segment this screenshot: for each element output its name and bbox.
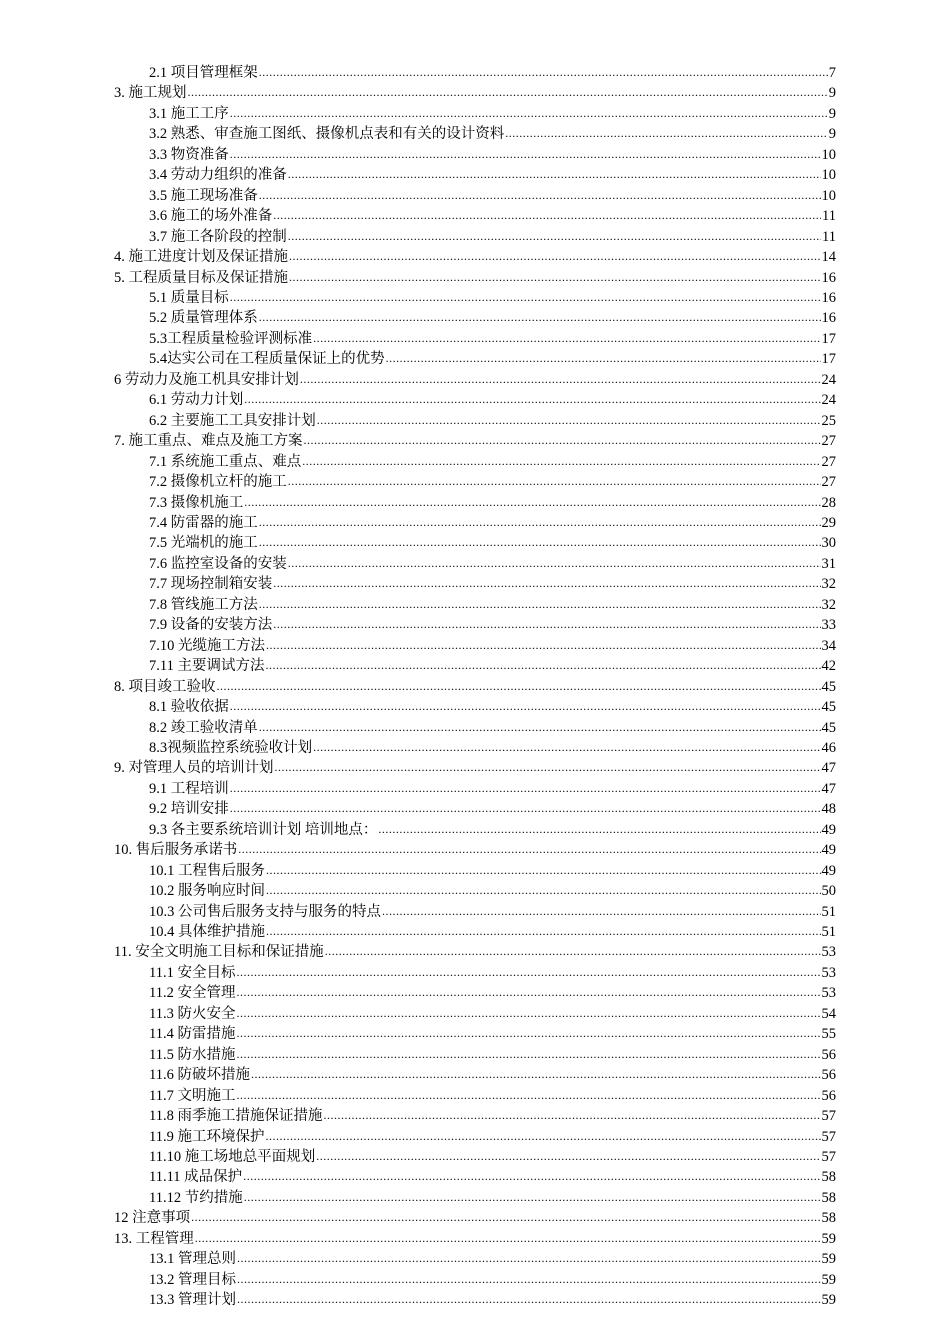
toc-entry-page-number: 58 [821, 1169, 836, 1186]
toc-entry-title: 7.3 摄像机施工 [149, 494, 244, 511]
toc-dot-leader [288, 471, 821, 491]
toc-entry-title: 10. 售后服务承诺书 [114, 842, 238, 859]
toc-dot-leader [265, 1126, 820, 1146]
toc-entry-page-number: 56 [821, 1087, 836, 1104]
toc-entry-title: 9. 对管理人员的培训计划 [114, 760, 274, 777]
toc-entry-page-number: 57 [821, 1108, 836, 1125]
toc-entry-page-number: 9 [828, 85, 836, 102]
toc-entry[interactable] [114, 718, 836, 738]
toc-dot-leader [230, 144, 821, 164]
toc-entry-page-number: 59 [821, 1271, 836, 1288]
toc-dot-leader [236, 1044, 820, 1064]
toc-entry-title: 8.3视频监控系统验收计划 [149, 739, 313, 756]
toc-entry-page-number: 59 [821, 1230, 836, 1247]
toc-entry-page-number: 16 [821, 289, 836, 306]
toc-entry-title: 5.2 质量管理体系 [149, 310, 258, 327]
toc-entry-page-number: 11 [822, 208, 836, 225]
toc-entry-title: 13. 工程管理 [114, 1230, 194, 1247]
toc-entry[interactable] [114, 268, 836, 288]
toc-entry[interactable] [114, 124, 836, 144]
toc-dot-leader [237, 1269, 821, 1289]
toc-entry-title: 3.3 物资准备 [149, 146, 229, 163]
toc-dot-leader [243, 1166, 820, 1186]
toc-entry-page-number: 11 [822, 228, 836, 245]
toc-entry-page-number: 27 [821, 453, 836, 470]
toc-entry[interactable] [114, 247, 836, 267]
toc-dot-leader [259, 717, 821, 737]
toc-entry-title: 5. 工程质量目标及保证措施 [114, 269, 288, 286]
toc-entry-title: 9.2 培训安排 [149, 801, 229, 818]
toc-entry-title: 10.4 具体维护措施 [149, 924, 265, 941]
toc-entry[interactable] [114, 595, 836, 615]
toc-entry-page-number: 51 [821, 903, 836, 920]
toc-entry[interactable] [114, 574, 836, 594]
toc-dot-leader [382, 901, 821, 921]
toc-entry[interactable] [114, 738, 836, 758]
toc-entry[interactable] [114, 677, 836, 697]
toc-entry-title: 11.3 防火安全 [149, 1005, 236, 1022]
toc-dot-leader [288, 164, 821, 184]
toc-entry-page-number: 59 [821, 1292, 836, 1309]
toc-entry[interactable] [114, 308, 836, 328]
toc-entry[interactable] [114, 697, 836, 717]
toc-dot-leader [323, 1105, 820, 1125]
toc-entry-title: 5.1 质量目标 [149, 289, 229, 306]
toc-entry-title: 3.1 施工工序 [149, 105, 229, 122]
toc-dot-leader [244, 389, 820, 409]
toc-entry[interactable] [114, 881, 836, 901]
toc-dot-leader [266, 880, 821, 900]
toc-entry-page-number: 24 [821, 392, 836, 409]
toc-dot-leader [236, 1003, 820, 1023]
toc-entry-page-number: 56 [821, 1067, 836, 1084]
toc-entry-page-number: 49 [821, 862, 836, 879]
toc-entry-page-number: 53 [821, 985, 836, 1002]
toc-entry[interactable] [114, 411, 836, 431]
toc-dot-leader [266, 921, 821, 941]
toc-entry[interactable] [114, 779, 836, 799]
toc-entry[interactable] [114, 63, 836, 83]
toc-entry-page-number: 48 [821, 801, 836, 818]
toc-entry-title: 10.3 公司售后服务支持与服务的特点 [149, 903, 381, 920]
toc-entry[interactable] [114, 902, 836, 922]
toc-entry[interactable] [114, 1249, 836, 1269]
toc-dot-leader [275, 757, 821, 777]
toc-entry-title: 7.1 系统施工重点、难点 [149, 453, 302, 470]
toc-dot-leader [300, 369, 821, 389]
toc-entry-page-number: 59 [821, 1251, 836, 1268]
toc-entry-title: 13.3 管理计划 [149, 1292, 236, 1309]
toc-entry[interactable] [114, 1024, 836, 1044]
toc-entry-title: 7.5 光端机的施工 [149, 535, 258, 552]
toc-entry[interactable] [114, 1045, 836, 1065]
toc-entry[interactable] [114, 288, 836, 308]
toc-dot-leader [313, 737, 820, 757]
toc-entry[interactable] [114, 227, 836, 247]
toc-dot-leader [259, 62, 828, 82]
toc-entry[interactable] [114, 636, 836, 656]
toc-entry-page-number: 24 [821, 371, 836, 388]
toc-entry[interactable] [114, 431, 836, 451]
toc-entry-page-number: 7 [828, 65, 836, 81]
toc-dot-leader [236, 1085, 820, 1105]
toc-entry-page-number: 31 [821, 555, 836, 572]
toc-dot-leader [288, 226, 821, 246]
toc-dot-leader [288, 553, 821, 573]
toc-dot-leader [251, 1064, 821, 1084]
toc-entry-page-number: 53 [821, 964, 836, 981]
toc-entry[interactable] [114, 165, 836, 185]
toc-entry[interactable] [114, 349, 836, 369]
toc-dot-leader [238, 839, 820, 859]
toc-entry-title: 2.1 项目管理框架 [149, 65, 258, 81]
toc-entry-page-number: 10 [821, 187, 836, 204]
toc-entry[interactable] [114, 104, 836, 124]
toc-dot-leader [230, 798, 821, 818]
toc-entry-title: 8.1 验收依据 [149, 699, 229, 716]
toc-entry[interactable] [114, 963, 836, 983]
toc-entry[interactable] [114, 1188, 836, 1208]
toc-entry-title: 11.10 施工场地总平面规划 [149, 1149, 316, 1166]
toc-entry-title: 10.1 工程售后服务 [149, 862, 265, 879]
toc-entry-page-number: 27 [821, 433, 836, 450]
toc-dot-leader [236, 1023, 820, 1043]
toc-entry[interactable] [114, 1167, 836, 1187]
toc-entry[interactable] [114, 1147, 836, 1167]
toc-dot-leader [304, 430, 821, 450]
toc-entry-page-number: 27 [821, 474, 836, 491]
toc-entry-page-number: 45 [821, 699, 836, 716]
toc-entry-page-number: 49 [821, 821, 836, 838]
toc-entry-page-number: 57 [821, 1149, 836, 1166]
toc-entry-title: 11.7 文明施工 [149, 1087, 236, 1104]
toc-entry[interactable] [114, 452, 836, 472]
toc-entry-title: 7.7 现场控制箱安装 [149, 576, 273, 593]
toc-entry-title: 7.9 设备的安装方法 [149, 617, 273, 634]
toc-entry-page-number: 16 [821, 269, 836, 286]
toc-dot-leader [273, 614, 820, 634]
toc-dot-leader [259, 532, 821, 552]
toc-entry[interactable] [114, 390, 836, 410]
toc-dot-leader [259, 594, 821, 614]
toc-dot-leader [217, 676, 821, 696]
toc-entry-title: 6 劳动力及施工机具安排计划 [114, 371, 299, 388]
toc-entry-page-number: 47 [821, 760, 836, 777]
toc-dot-leader [505, 123, 828, 143]
toc-entry-title: 11.8 雨季施工措施保证措施 [149, 1108, 323, 1125]
toc-entry-page-number: 54 [821, 1005, 836, 1022]
toc-dot-leader [195, 1228, 821, 1248]
toc-dot-leader [230, 696, 821, 716]
toc-entry-title: 7.6 监控室设备的安装 [149, 555, 287, 572]
toc-entry-title: 7.11 主要调试方法 [149, 658, 265, 675]
toc-entry-page-number: 29 [821, 514, 836, 531]
toc-entry[interactable] [114, 1065, 836, 1085]
toc-entry-page-number: 25 [821, 412, 836, 429]
toc-entry-page-number: 33 [821, 617, 836, 634]
toc-entry[interactable] [114, 83, 836, 103]
toc-entry[interactable] [114, 533, 836, 553]
toc-dot-leader [378, 819, 820, 839]
toc-entry[interactable] [114, 145, 836, 165]
toc-dot-leader [313, 328, 820, 348]
toc-dot-leader [316, 1146, 820, 1166]
toc-dot-leader [289, 246, 821, 266]
toc-dot-leader [259, 307, 821, 327]
toc-entry-page-number: 10 [821, 146, 836, 163]
toc-entry[interactable] [114, 329, 836, 349]
toc-entry[interactable] [114, 1086, 836, 1106]
toc-entry[interactable] [114, 493, 836, 513]
toc-entry[interactable] [114, 1208, 836, 1228]
toc-dot-leader [237, 1289, 821, 1309]
table-of-contents [114, 63, 836, 1311]
toc-entry[interactable] [114, 922, 836, 942]
toc-entry-page-number: 16 [821, 310, 836, 327]
toc-entry[interactable] [114, 1127, 836, 1147]
toc-dot-leader [325, 941, 821, 961]
toc-entry-title: 5.4达实公司在工程质量保证上的优势 [149, 351, 385, 368]
toc-entry-title: 9.3 各主要系统培训计划 培训地点： [149, 821, 378, 838]
toc-entry-page-number: 50 [821, 883, 836, 900]
toc-entry-page-number: 17 [821, 351, 836, 368]
toc-entry-page-number: 42 [821, 658, 836, 675]
toc-entry-title: 11.9 施工环境保护 [149, 1128, 265, 1145]
toc-entry[interactable] [114, 799, 836, 819]
toc-entry[interactable] [114, 840, 836, 860]
toc-entry-title: 8.2 竣工验收清单 [149, 719, 258, 736]
toc-dot-leader [302, 451, 820, 471]
toc-entry[interactable] [114, 1229, 836, 1249]
toc-entry-title: 3.4 劳动力组织的准备 [149, 167, 287, 184]
toc-entry-page-number: 53 [821, 944, 836, 961]
toc-entry-page-number: 47 [821, 780, 836, 797]
toc-entry-page-number: 58 [821, 1210, 836, 1227]
toc-entry-title: 7.2 摄像机立杆的施工 [149, 474, 287, 491]
toc-entry-title: 3.7 施工各阶段的控制 [149, 228, 287, 245]
toc-entry-title: 11.5 防水措施 [149, 1046, 236, 1063]
toc-entry[interactable] [114, 942, 836, 962]
toc-dot-leader [244, 1187, 821, 1207]
toc-entry-title: 11.12 节约措施 [149, 1189, 243, 1206]
toc-entry-page-number: 32 [821, 576, 836, 593]
toc-entry[interactable] [114, 554, 836, 574]
toc-entry-title: 10.2 服务响应时间 [149, 883, 265, 900]
toc-dot-leader [236, 982, 820, 1002]
toc-entry-title: 7. 施工重点、难点及施工方案 [114, 433, 303, 450]
toc-entry-title: 3.6 施工的场外准备 [149, 208, 273, 225]
toc-entry-title: 3. 施工规划 [114, 85, 187, 102]
toc-dot-leader [273, 573, 820, 593]
toc-entry-title: 4. 施工进度计划及保证措施 [114, 249, 288, 266]
toc-entry-page-number: 34 [821, 637, 836, 654]
toc-dot-leader [236, 962, 820, 982]
toc-entry-title: 7.10 光缆施工方法 [149, 637, 265, 654]
toc-entry[interactable] [114, 1270, 836, 1290]
toc-entry-title: 5.3工程质量检验评测标准 [149, 330, 313, 347]
toc-entry-title: 12 注意事项 [114, 1210, 191, 1227]
toc-dot-leader [265, 655, 820, 675]
toc-entry[interactable] [114, 861, 836, 881]
toc-entry-page-number: 28 [821, 494, 836, 511]
toc-entry-title: 7.8 管线施工方法 [149, 596, 258, 613]
toc-entry[interactable] [114, 820, 836, 840]
toc-dot-leader [244, 492, 820, 512]
toc-entry-title: 11. 安全文明施工目标和保证措施 [114, 944, 324, 961]
toc-entry-title: 11.4 防雷措施 [149, 1026, 236, 1043]
toc-entry-page-number: 49 [821, 842, 836, 859]
toc-entry-page-number: 57 [821, 1128, 836, 1145]
toc-dot-leader [289, 267, 821, 287]
toc-entry-page-number: 51 [821, 924, 836, 941]
toc-dot-leader [266, 635, 821, 655]
toc-entry-title: 11.11 成品保护 [149, 1169, 243, 1186]
toc-entry[interactable] [114, 206, 836, 226]
toc-entry[interactable] [114, 1004, 836, 1024]
toc-entry-page-number: 30 [821, 535, 836, 552]
toc-entry-page-number: 58 [821, 1189, 836, 1206]
toc-entry[interactable] [114, 656, 836, 676]
toc-entry[interactable] [114, 1106, 836, 1126]
toc-entry-title: 3.5 施工现场准备 [149, 187, 258, 204]
toc-entry-title: 7.4 防雷器的施工 [149, 514, 258, 531]
toc-entry-title: 6.2 主要施工工具安排计划 [149, 412, 316, 429]
toc-entry[interactable] [114, 615, 836, 635]
toc-dot-leader [317, 410, 821, 430]
toc-entry[interactable] [114, 758, 836, 778]
toc-entry[interactable] [114, 513, 836, 533]
toc-entry-page-number: 10 [821, 167, 836, 184]
toc-entry-page-number: 45 [821, 719, 836, 736]
toc-dot-leader [237, 1248, 821, 1268]
toc-dot-leader [230, 778, 821, 798]
toc-entry-page-number: 45 [821, 678, 836, 695]
toc-dot-leader [230, 103, 828, 123]
toc-entry[interactable] [114, 472, 836, 492]
toc-dot-leader [259, 512, 821, 532]
toc-entry-title: 11.6 防破坏措施 [149, 1067, 250, 1084]
toc-entry[interactable] [114, 186, 836, 206]
toc-entry[interactable] [114, 983, 836, 1003]
toc-dot-leader [230, 287, 821, 307]
toc-entry-page-number: 55 [821, 1026, 836, 1043]
toc-dot-leader [188, 82, 828, 102]
toc-entry-title: 13.1 管理总则 [149, 1251, 236, 1268]
toc-dot-leader [259, 185, 821, 205]
toc-entry-title: 8. 项目竣工验收 [114, 678, 216, 695]
toc-dot-leader [273, 205, 821, 225]
toc-entry-title: 11.1 安全目标 [149, 964, 236, 981]
toc-entry-title: 6.1 劳动力计划 [149, 392, 244, 409]
toc-entry[interactable] [114, 1290, 836, 1310]
toc-entry-page-number: 9 [828, 126, 836, 143]
toc-entry[interactable] [114, 370, 836, 390]
toc-entry-title: 13.2 管理目标 [149, 1271, 236, 1288]
toc-entry-title: 3.2 熟悉、审查施工图纸、摄像机点表和有关的设计资料 [149, 126, 505, 143]
toc-entry-page-number: 32 [821, 596, 836, 613]
toc-dot-leader [191, 1207, 820, 1227]
toc-dot-leader [266, 860, 821, 880]
toc-entry-title: 11.2 安全管理 [149, 985, 236, 1002]
toc-entry-page-number: 46 [821, 739, 836, 756]
toc-entry-page-number: 9 [828, 105, 836, 122]
toc-dot-leader [386, 348, 821, 368]
toc-entry-page-number: 14 [821, 249, 836, 266]
toc-entry-page-number: 56 [821, 1046, 836, 1063]
toc-entry-page-number: 17 [821, 330, 836, 347]
toc-entry-title: 9.1 工程培训 [149, 780, 229, 797]
